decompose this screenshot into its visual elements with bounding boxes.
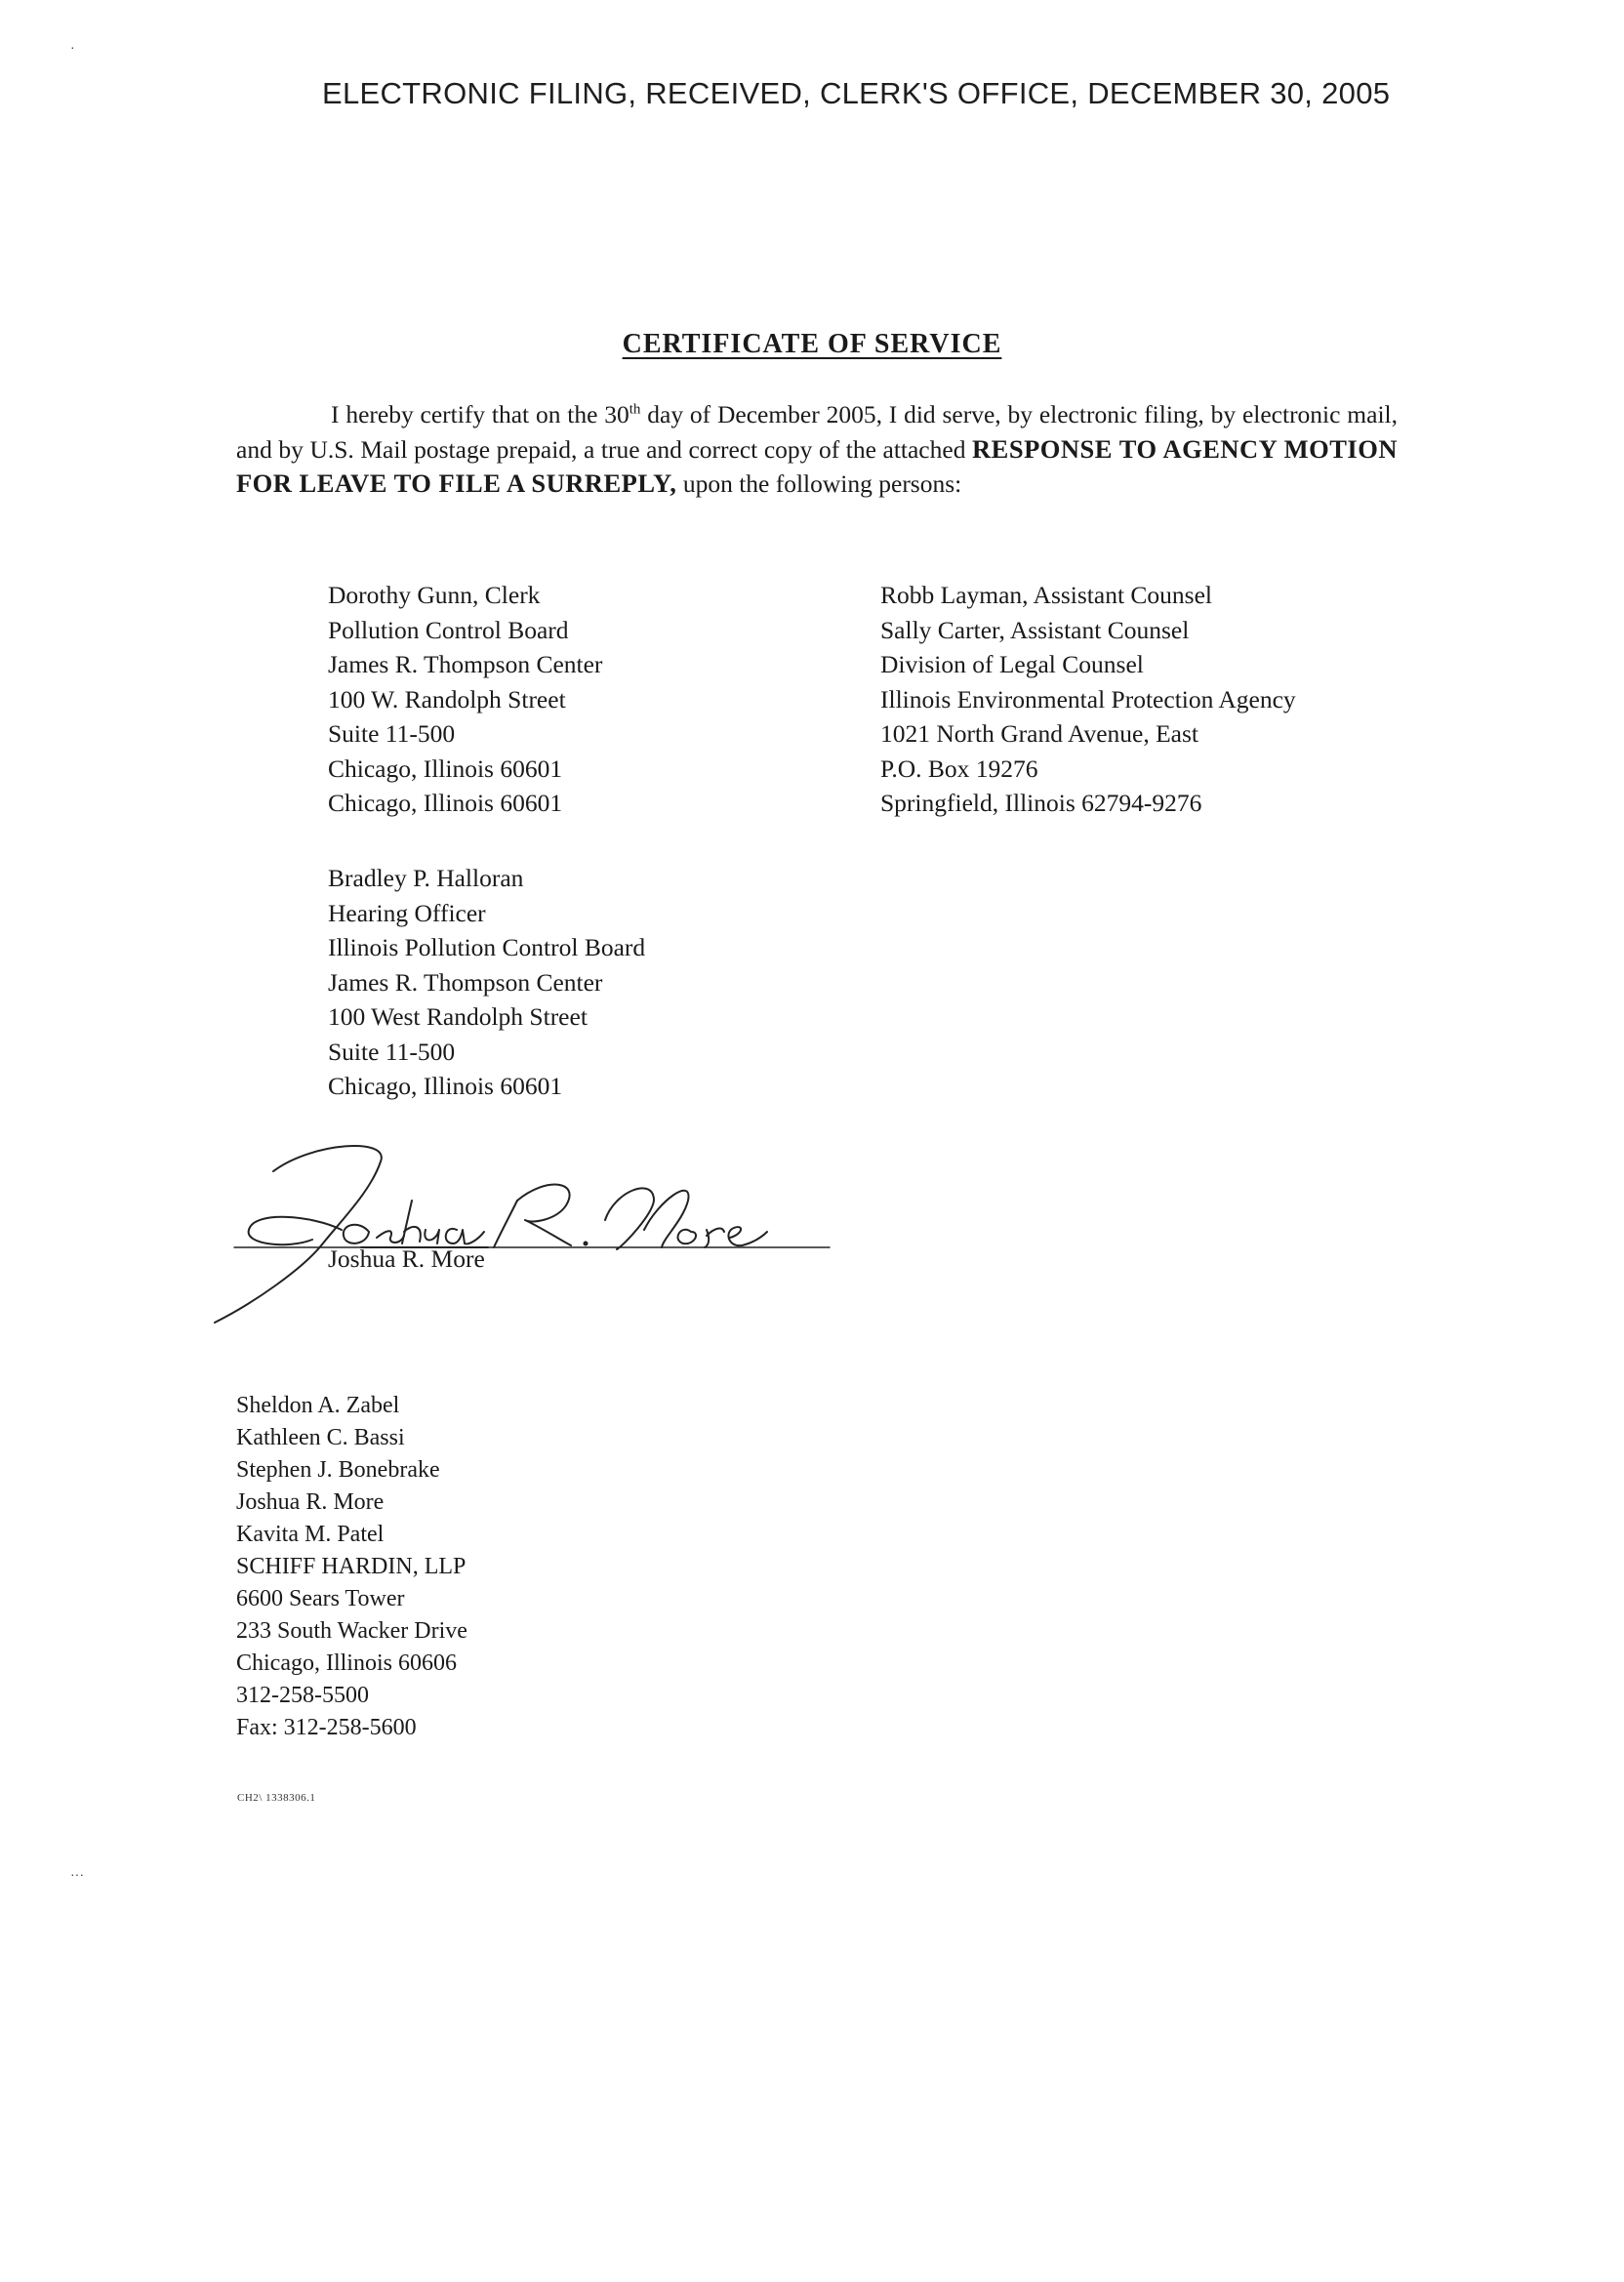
hearing-officer-address-block	[328, 861, 645, 1104]
address-line: Division of Legal Counsel	[880, 650, 1144, 678]
scan-speck: ·	[70, 39, 75, 55]
counsel-line: Stephen J. Bonebrake	[236, 1457, 440, 1483]
address-line: Dorothy Gunn, Clerk	[328, 581, 541, 609]
address-line: 1021 North Grand Avenue, East	[880, 719, 1198, 748]
agency-address-block	[880, 578, 1296, 821]
certificate-paragraph: I hereby certify that on the 30th day of December 2005, I did serve, by electronic filing, by electronic mail, and by U.S. Mail postage prepaid, a true and correct copy of the attached RESPONSE TO AGENCY MOTION FOR LEAVE TO FILE A SURREPLY, upon the following persons:	[236, 400, 1398, 498]
counsel-line: Sheldon A. Zabel	[236, 1393, 400, 1418]
scan-speck: ···	[70, 1866, 84, 1882]
certificate-title: CERTIFICATE OF SERVICE	[622, 329, 1002, 359]
counsel-line: Kathleen C. Bassi	[236, 1425, 405, 1450]
counsel-line: 312-258-5500	[236, 1683, 369, 1708]
counsel-line: 233 South Wacker Drive	[236, 1618, 467, 1644]
signer-name: Joshua R. More	[328, 1244, 485, 1273]
document-id: CH2\ 1338306.1	[237, 1792, 316, 1804]
address-line: P.O. Box 19276	[880, 754, 1038, 783]
counsel-address-block	[236, 1390, 467, 1744]
address-line: Springfield, Illinois 62794-9276	[880, 789, 1202, 817]
address-line: Chicago, Illinois 60601	[328, 789, 563, 817]
address-line: Suite 11-500	[328, 1037, 456, 1066]
counsel-line: 6600 Sears Tower	[236, 1586, 405, 1611]
address-line: 100 W. Randolph Street	[328, 684, 566, 713]
address-line: James R. Thompson Center	[328, 967, 603, 997]
counsel-line: Joshua R. More	[236, 1489, 385, 1515]
address-line: Chicago, Illinois 60601	[328, 754, 563, 783]
clerk-address-block	[328, 578, 602, 821]
counsel-line: Kavita M. Patel	[236, 1522, 385, 1547]
address-line: Bradley P. Halloran	[328, 864, 524, 892]
address-line: 100 West Randolph Street	[328, 1002, 588, 1031]
address-line: Pollution Control Board	[328, 615, 569, 644]
handwritten-signature	[195, 1122, 859, 1347]
address-line: James R. Thompson Center	[328, 650, 603, 678]
address-line: Sally Carter, Assistant Counsel	[880, 615, 1190, 644]
filing-stamp: ELECTRONIC FILING, RECEIVED, CLERK'S OFFICE, DECEMBER 30, 2005	[322, 76, 1391, 110]
counsel-line: SCHIFF HARDIN, LLP	[236, 1554, 467, 1579]
address-line: Suite 11-500	[328, 719, 456, 748]
counsel-line: Fax: 312-258-5600	[236, 1715, 417, 1740]
address-line: Robb Layman, Assistant Counsel	[880, 581, 1212, 609]
address-line: Hearing Officer	[328, 898, 486, 927]
counsel-line: Chicago, Illinois 60606	[236, 1650, 457, 1676]
address-line: Illinois Pollution Control Board	[328, 933, 646, 961]
address-line: Illinois Environmental Protection Agency	[880, 684, 1296, 713]
address-line: Chicago, Illinois 60601	[328, 1072, 563, 1100]
